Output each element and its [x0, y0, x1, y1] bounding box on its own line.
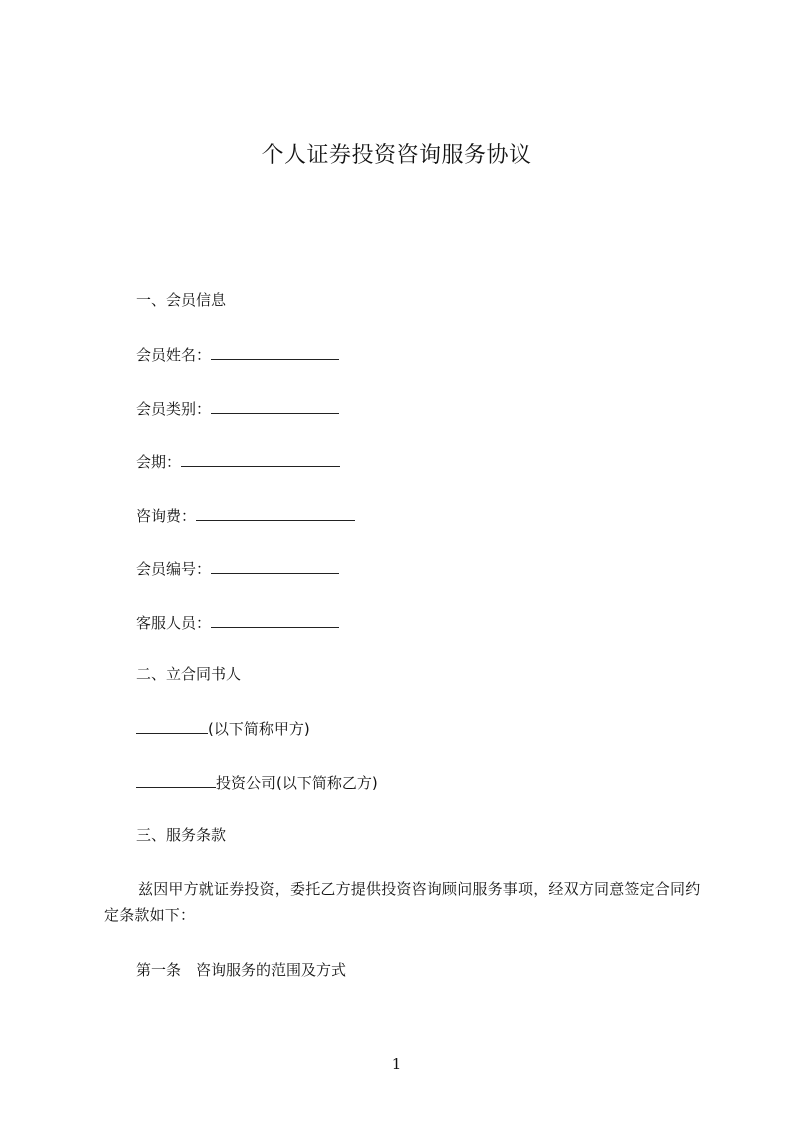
party-b-blank — [136, 772, 216, 788]
party-a-blank — [136, 718, 208, 734]
member-category-label: 会员类别： — [136, 400, 212, 418]
member-category-row — [136, 398, 339, 419]
party-b-label: 投资公司(以下简称乙方) — [216, 774, 378, 792]
section-heading-member-info: 一、会员信息 — [136, 291, 227, 309]
member-name-label: 会员姓名： — [136, 346, 212, 364]
article-1-heading — [136, 960, 346, 980]
membership-period-blank — [181, 451, 340, 467]
service-staff-row — [136, 612, 339, 633]
member-name-blank — [211, 344, 339, 360]
article-1-number: 第一条 — [136, 961, 182, 979]
member-number-blank — [211, 558, 339, 574]
page-number: 1 — [391, 1055, 402, 1073]
consulting-fee-label: 咨询费： — [136, 507, 197, 525]
consulting-fee-blank — [196, 505, 355, 521]
member-category-blank — [211, 398, 339, 414]
service-terms-intro: 兹因甲方就证券投资，委托乙方提供投资咨询顾问服务事项，经双方同意签定合同约定条款如下： — [104, 880, 701, 924]
section-heading-contract-parties: 二、立合同书人 — [136, 665, 242, 683]
party-b-row — [136, 772, 378, 793]
document-title: 个人证券投资咨询服务协议 — [261, 143, 532, 168]
membership-period-label: 会期： — [136, 453, 182, 471]
member-number-row — [136, 558, 339, 579]
party-a-row — [136, 718, 310, 739]
member-number-label: 会员编号： — [136, 560, 212, 578]
member-name-row — [136, 344, 339, 365]
membership-period-row — [136, 451, 340, 472]
section-heading-service-terms: 三、服务条款 — [136, 826, 227, 844]
service-staff-label: 客服人员： — [136, 614, 212, 632]
consulting-fee-row — [136, 505, 355, 526]
service-staff-blank — [211, 612, 339, 628]
party-a-label: (以下简称甲方) — [208, 720, 310, 738]
article-1-title: 咨询服务的范围及方式 — [196, 961, 347, 979]
